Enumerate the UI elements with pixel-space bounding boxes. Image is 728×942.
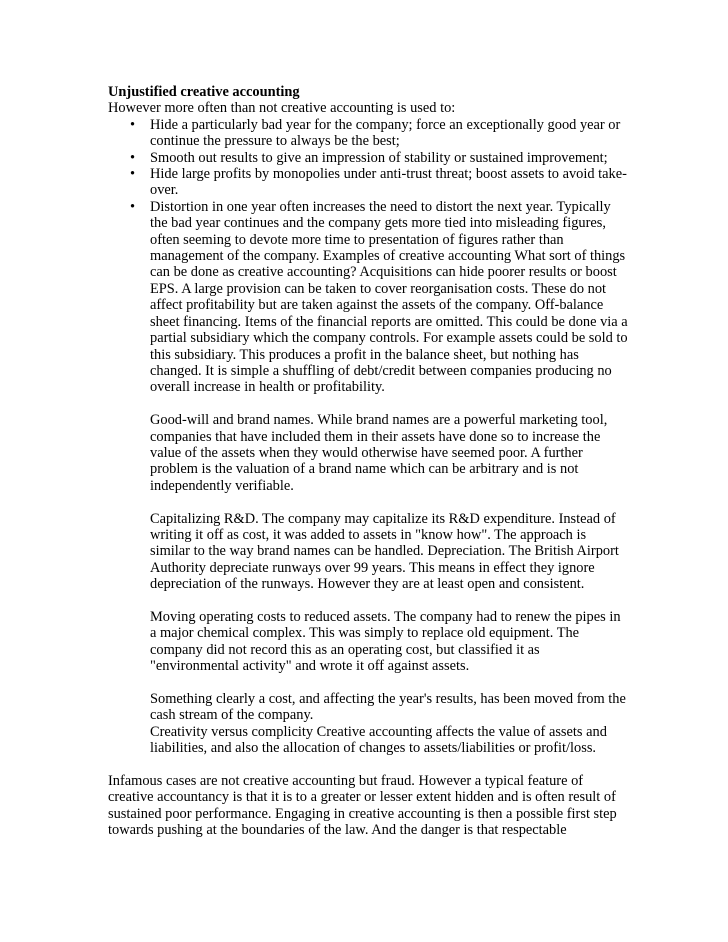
bullet-text: Smooth out results to give an impression of stability or sustained improvement; xyxy=(150,149,608,166)
bullet-icon: • xyxy=(130,198,136,215)
complicity-paragraph: Creativity versus complicity Creative accounting affects the value of assets and liabilities, and also the allocation of changes to assets/liabilities or profit/loss. xyxy=(150,723,607,757)
intro-text: However more often than not creative accounting is used to: xyxy=(108,100,456,117)
bullet-icon: • xyxy=(130,149,136,166)
bullet-text: Distortion in one year often increases the need to distort the next year. Typically the bad year continues and the company gets more tied into misleading figures, often seeming to devote more time to presentation of figures rather than management of the company. Examples of creative accounting What sort of things can be done as creative accounting? Acquisitions can hide poorer results or boost EPS. A large provision can be taken to cover reorganisation costs. These do not affect profitability but are taken against the assets of the company. Off-balance sheet financing. Items of the financial reports are omitted. This could be done via a partial subsidiary which the company controls. For example assets could be sold to this subsidiary. This produces a profit in the balance sheet, but nothing has changed. It is simple a shuffling of debt/credit between companies producing no overall increase in health or profitability. xyxy=(150,198,628,396)
bullet-list xyxy=(108,117,628,757)
list-item xyxy=(130,116,628,150)
list-item xyxy=(130,166,628,199)
list-item xyxy=(130,149,628,166)
goodwill-paragraph: Good-will and brand names. While brand names are a powerful marketing tool, companies that have included them in their assets have done so to increase the value of the assets when they would otherwise have seemed poor. A further problem is the valuation of a brand name which can be arbitrary and is not independently verifiable. xyxy=(150,412,608,494)
list-item xyxy=(130,198,628,757)
section-heading: Unjustified creative accounting xyxy=(108,84,300,100)
bullet-text: Hide a particularly bad year for the company; force an exceptionally good year or continue the pressure to always be the best; xyxy=(150,116,621,150)
document-page xyxy=(108,84,628,839)
operating-costs-paragraph: Moving operating costs to reduced assets. The company had to renew the pipes in a major chemical complex. This was simply to replace old equipment. The company did not record this as an operating cost, but classified it as "environmental activity" and wrote it off against assets. xyxy=(150,608,621,675)
bullet-icon: • xyxy=(130,166,136,183)
bullet-icon: • xyxy=(130,116,136,133)
bullet-text: Hide large profits by monopolies under anti-trust threat; boost assets to avoid take-over. xyxy=(150,166,627,199)
closing-paragraph: Infamous cases are not creative accounting but fraud. However a typical feature of creative accountancy is that it is to a greater or lesser extent hidden and is often result of sustained poor performance. Engaging in creative accounting is then a possible first step towards pushing at the boundaries of the law. And the danger is that respectable xyxy=(108,772,617,839)
cost-moved-paragraph: Something clearly a cost, and affecting the year's results, has been moved from the cash stream of the company. xyxy=(150,690,626,724)
capitalizing-paragraph: Capitalizing R&D. The company may capitalize its R&D expenditure. Instead of writing it off as cost, it was added to assets in "know how". The approach is similar to the way brand names can be handled. Depreciation. The British Airport Authority depreciate runways over 99 years. This means in effect they ignore depreciation of the runways. However they are at least open and consistent. xyxy=(150,510,619,593)
